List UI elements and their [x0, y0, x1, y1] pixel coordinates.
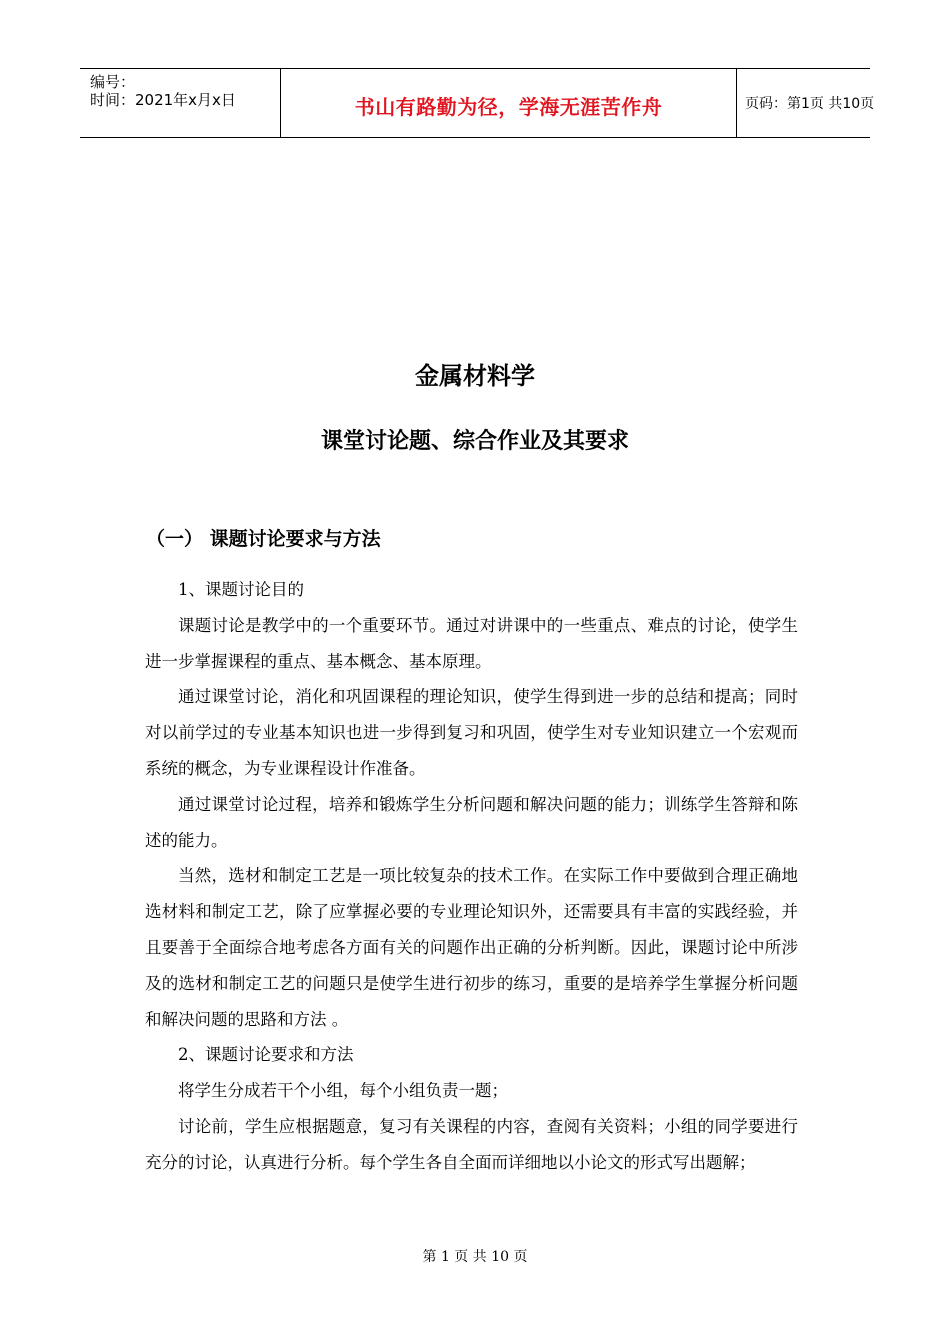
date-label: 时间：2021年x月x日: [90, 91, 236, 109]
paragraph: 讨论前，学生应根据题意，复习有关课程的内容，查阅有关资料；小组的同学要进行充分的讨论，认真进行分析。每个学生各自全面而详细地以小论文的形式写出题解；: [145, 1116, 798, 1172]
page-footer: 第 1 页 共 10 页: [422, 1249, 528, 1265]
document-subtitle: 课堂讨论题、综合作业及其要求: [320, 428, 629, 454]
code-label: 编号：: [90, 73, 136, 91]
header-page-cell: [736, 69, 875, 137]
paragraph: 通过课堂讨论，消化和巩固课程的理论知识，使学生得到进一步的总结和提高；同时对以前学过的专业基本知识也进一步得到复习和巩固，使学生对专业知识建立一个宏观而系统的概念，为专业课程设计作准备。: [145, 687, 798, 778]
paragraph-item-heading: 1、课题讨论目的: [178, 580, 304, 599]
header-motto-cell: [280, 69, 737, 137]
body-text: [145, 572, 798, 1181]
document-title: 金属材料学: [415, 361, 535, 390]
header-info-cell: [80, 69, 280, 137]
paragraph: 通过课堂讨论过程，培养和锻炼学生分析问题和解决问题的能力；训练学生答辩和陈述的能力。: [145, 794, 798, 850]
paragraph: 将学生分成若干个小组，每个小组负责一题；: [178, 1081, 508, 1101]
paragraph: 当然，选材和制定工艺是一项比较复杂的技术工作。在实际工作中要做到合理正确地选材料和制定工艺，除了应掌握必要的专业理论知识外，还需要具有丰富的实践经验，并且要善于全面综合地考虑各方面有关的问题作出正确的分析判断。因此，课题讨论中所涉及的选材和制定工艺的问题只是使学生进行初步的练习，重要的是培养学生掌握分析问题和解决问题的思路和方法 。: [145, 866, 798, 1029]
page-info: 页码：第1页 共10页: [745, 96, 875, 112]
header-table: [80, 68, 875, 138]
paragraph-item-heading: 2、课题讨论要求和方法: [178, 1045, 354, 1065]
paragraph: 课题讨论是教学中的一个重要环节。通过对讲课中的一些重点、难点的讨论，使学生进一步掌握课程的重点、基本概念、基本原理。: [145, 615, 798, 671]
motto: 书山有路勤为径，学海无涯苦作舟: [354, 95, 663, 119]
section-heading: （一） 课题讨论要求与方法: [146, 528, 381, 550]
